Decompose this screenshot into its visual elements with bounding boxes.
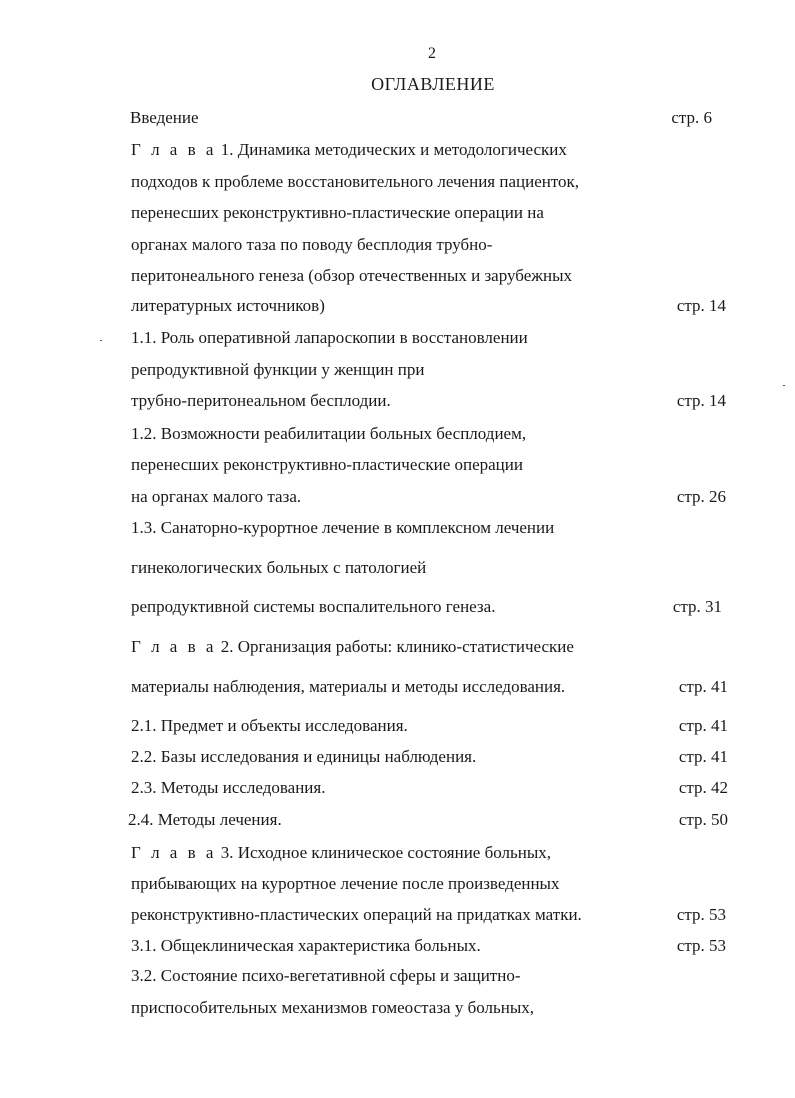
- toc-entry: [0, 810, 795, 830]
- toc-entry-label: 1. Динамика методических и методологических: [216, 140, 567, 159]
- toc-entry-label: гинекологических больных с патологией: [131, 558, 427, 577]
- toc-entry-label: материалы наблюдения, материалы и методы исследования.: [131, 677, 566, 696]
- toc-entry: [0, 874, 795, 894]
- toc-entry-text: [130, 108, 199, 128]
- toc-entry-text: [131, 140, 567, 160]
- toc-entry-label: на органах малого таза.: [131, 487, 302, 506]
- toc-entry-label: 1.1. Роль оперативной лапароскопии в восстановлении: [131, 328, 528, 347]
- toc-entry-text: [131, 637, 574, 657]
- toc-entry-text: [131, 778, 325, 798]
- toc-entry: [0, 235, 795, 255]
- toc-entry: [0, 677, 795, 697]
- toc-page-number: стр. 41: [678, 747, 728, 766]
- toc-entry-label: реконструктивно-пластических операций на придатках матки.: [131, 905, 582, 924]
- toc-entry-text: [131, 518, 554, 538]
- toc-entry-label: 2. Организация работы: клинико-статистические: [216, 637, 574, 656]
- toc-entry-label: 3. Исходное клиническое состояние больных,: [216, 843, 552, 862]
- toc-entry-text: [131, 558, 426, 578]
- toc-entry: [0, 778, 795, 798]
- toc-entry: [0, 487, 795, 507]
- toc-entry-label: органах малого таза по поводу бесплодия трубно-: [131, 235, 493, 254]
- toc-entry-text: [131, 391, 391, 411]
- toc-entry-text: [131, 998, 534, 1018]
- toc-entry-label: перенесших реконструктивно-пластические операции на: [131, 203, 544, 222]
- toc-entry: [0, 637, 795, 657]
- toc-page-number: стр. 53: [676, 936, 726, 955]
- toc-entry: [0, 966, 795, 986]
- toc-entry-label: приспособительных механизмов гомеостаза у больных,: [131, 998, 535, 1017]
- toc-entry-text: [131, 936, 481, 956]
- toc-entry-label: 1.2. Возможности реабилитации больных бесплодием,: [131, 424, 527, 443]
- toc-entry-text: [131, 203, 544, 223]
- toc-page-number: стр. 31: [672, 597, 722, 616]
- toc-entry-text: [131, 235, 492, 255]
- chapter-prefix: Г л а в а: [131, 843, 217, 862]
- toc-page-number: стр. 42: [678, 778, 728, 797]
- toc-entry-label: 3.1. Общеклиническая характеристика больных.: [131, 936, 481, 955]
- toc-entry-text: [128, 810, 282, 830]
- toc-page-number: стр. 50: [678, 810, 728, 829]
- toc-entry-text: [131, 905, 582, 925]
- chapter-prefix: Г л а в а: [131, 637, 217, 656]
- toc-entry-label: 2.4. Методы лечения.: [128, 810, 282, 829]
- toc-entry: [0, 108, 795, 128]
- toc-entry: [0, 843, 795, 863]
- toc-entry-text: [131, 966, 520, 986]
- toc-entry-text: [131, 874, 559, 894]
- toc-entry-label: 2.2. Базы исследования и единицы наблюдения.: [131, 747, 477, 766]
- toc-entry: [0, 296, 795, 316]
- chapter-prefix: Г л а в а: [131, 140, 217, 159]
- toc-page-number: стр. 53: [676, 905, 726, 924]
- toc-page-number: стр. 41: [678, 716, 728, 735]
- toc-entry-label: репродуктивной системы воспалительного генеза.: [131, 597, 496, 616]
- toc-entry: [0, 424, 795, 444]
- toc-entry: [0, 747, 795, 767]
- toc-entry-label: подходов к проблеме восстановительного лечения пациенток,: [131, 172, 580, 191]
- toc-entry-label: 2.3. Методы исследования.: [131, 778, 326, 797]
- toc-entry: [0, 597, 795, 617]
- toc-entry: [0, 905, 795, 925]
- toc-entry-text: [131, 328, 528, 348]
- toc-entry-label: перенесших реконструктивно-пластические операции: [131, 455, 523, 474]
- toc-page-number: стр. 14: [676, 391, 726, 410]
- toc-entry: [0, 203, 795, 223]
- toc-entry-label: Введение: [130, 108, 199, 127]
- toc-page-number: стр. 6: [671, 108, 712, 127]
- toc-entry-text: [131, 597, 495, 617]
- toc-page-number: стр. 26: [676, 487, 726, 506]
- toc-entry-label: литературных источников): [131, 296, 325, 315]
- page-title: ОГЛАВЛЕНИЕ: [371, 74, 495, 94]
- toc-entry: [0, 998, 795, 1018]
- toc-entry: [0, 328, 795, 348]
- toc-entry: [0, 558, 795, 578]
- page-number: 2: [428, 45, 436, 62]
- toc-entry: [0, 455, 795, 475]
- toc-entry-label: 2.1. Предмет и объекты исследования.: [131, 716, 408, 735]
- toc-entry: [0, 140, 795, 160]
- toc-entry-text: [131, 843, 551, 863]
- toc-entry-text: [131, 487, 301, 507]
- scan-speck: [783, 385, 785, 386]
- toc-entry-text: [131, 296, 325, 316]
- toc-entry: [0, 716, 795, 736]
- toc-entry-text: [131, 266, 572, 286]
- toc-entry-text: [131, 677, 565, 697]
- toc-entry-label: 3.2. Состояние психо-вегетативной сферы и защитно-: [131, 966, 521, 985]
- toc-page-number: стр. 14: [676, 296, 726, 315]
- toc-entry-label: перитонеального генеза (обзор отечественных и зарубежных: [131, 266, 573, 285]
- toc-entry-text: [131, 424, 526, 444]
- toc-entry: [0, 360, 795, 380]
- toc-entry-text: [131, 716, 408, 736]
- toc-page-number: стр. 41: [678, 677, 728, 696]
- toc-entry-text: [131, 747, 476, 767]
- toc-entry-label: прибывающих на курортное лечение после произведенных: [131, 874, 560, 893]
- toc-entry: [0, 518, 795, 538]
- toc-entry-text: [131, 360, 424, 380]
- toc-entry-label: репродуктивной функции у женщин при: [131, 360, 425, 379]
- toc-entry: [0, 266, 795, 286]
- toc-entry: [0, 391, 795, 411]
- toc-entry-label: 1.3. Санаторно-курортное лечение в комплексном лечении: [131, 518, 555, 537]
- toc-entry: [0, 172, 795, 192]
- toc-entry-text: [131, 172, 579, 192]
- toc-entry-text: [131, 455, 523, 475]
- scan-speck: [100, 340, 102, 341]
- toc-entry: [0, 936, 795, 956]
- toc-entry-label: трубно-перитонеальном бесплодии.: [131, 391, 391, 410]
